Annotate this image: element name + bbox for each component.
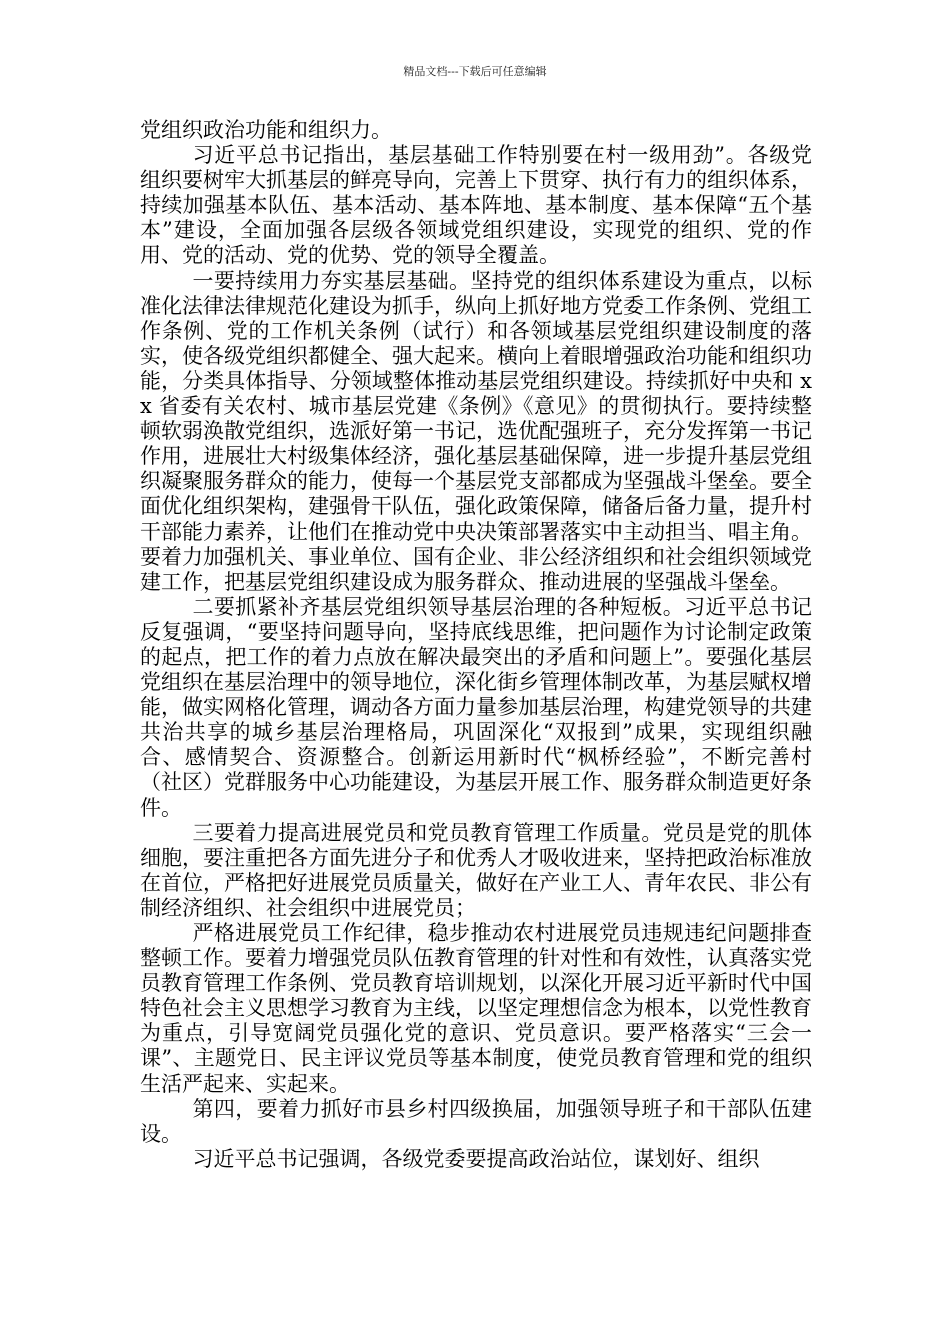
paragraph-4: 二要抓紧补齐基层党组织领导基层治理的各种短板。习近平总书记反复强调，“要坚持问题导向，坚持底线思维，把问题作为讨论制定政策的起点，把工作的着力点放在解决最突出的矛盾和问题上”。要强化基层党组织在基层治理中的领导地位，深化街乡管理体制改革，为基层赋权增能，做实网格化管理，调动各方面力量参加基层治理，构建党领导的共建共治共享的城乡基层治理格局，巩固深化“双报到”成果，实现组织融合、感情契合、资源整合。创新运用新时代“枫桥经验”，不断完善村（社区）党群服务中心功能建设，为基层开展工作、服务群众制造更好条件。 [140,594,812,820]
paragraph-1: 党组织政治功能和组织力。 [140,118,392,142]
paragraph-6: 严格进展党员工作纪律，稳步推动农村进展党员违规违纪问题排查整顿工作。要着力增强党员队伍教育管理的针对性和有效性，认真落实党员教育管理工作条例、党员教育培训规划，以深化开展习近平新时代中国特色社会主义思想学习教育为主线，以坚定理想信念为根本，以党性教育为重点，引导宽阔党员强化党的意识、党员意识。要严格落实“三会一课”、主题党日、民主评议党员等基本制度，使党员教育管理和党的组织生活严起来、实起来。 [140,921,812,1096]
document-body [140,118,812,1172]
paragraph-3: 一要持续用力夯实基层基础。坚持党的组织体系建设为重点，以标准化法律法律规范化建设为抓手，纵向上抓好地方党委工作条例、党组工作条例、党的工作机关条例（试行）和各领域基层党组织建设制度的落实，使各级党组织都健全、强大起来。横向上着眼增强政治功能和组织功能，分类具体指导、分领域整体推动基层党组织建设。持续抓好中央和 xx 省委有关农村、城市基层党建《条例》《意见》的贯彻执行。要持续整顿软弱涣散党组织，选派好第一书记，选优配强班子，充分发挥第一书记作用，进展壮大村级集体经济，强化基层基础保障，进一步提升基层党组织凝聚服务群众的能力，使每一个基层党支部都成为坚强战斗堡垒。要全面优化组织架构，建强骨干队伍，强化政策保障，储备后备力量，提升村干部能力素养，让他们在推动党中央决策部署落实中主动担当、唱主角。要着力加强机关、事业单位、国有企业、非公经济组织和社会组织领域党建工作，把基层党组织建设成为服务群众、推动进展的坚强战斗堡垒。 [140,268,812,594]
paragraph-7: 第四，要着力抓好市县乡村四级换届，加强领导班子和干部队伍建设。 [140,1096,812,1146]
paragraph-2: 习近平总书记指出，基层基础工作特别要在村一级用劲”。各级党组织要树牢大抓基层的鲜亮导向，完善上下贯穿、执行有力的组织体系，持续加强基本队伍、基本活动、基本阵地、基本制度、基本保障“五个基本”建设，全面加强各层级各领域党组织建设，实现党的组织、党的作用、党的活动、党的优势、党的领导全覆盖。 [140,143,812,268]
paragraph-5: 三要着力提高进展党员和党员教育管理工作质量。党员是党的肌体细胞，要注重把各方面先进分子和优秀人才吸收进来，坚持把政治标准放在首位，严格把好进展党员质量关，做好在产业工人、青年农民、非公有制经济组织、社会组织中进展党员； [140,820,812,920]
page-header: 精品文档---下载后可任意编辑 [403,65,547,78]
paragraph-8: 习近平总书记强调，各级党委要提高政治站位，谋划好、组织 [192,1146,760,1171]
